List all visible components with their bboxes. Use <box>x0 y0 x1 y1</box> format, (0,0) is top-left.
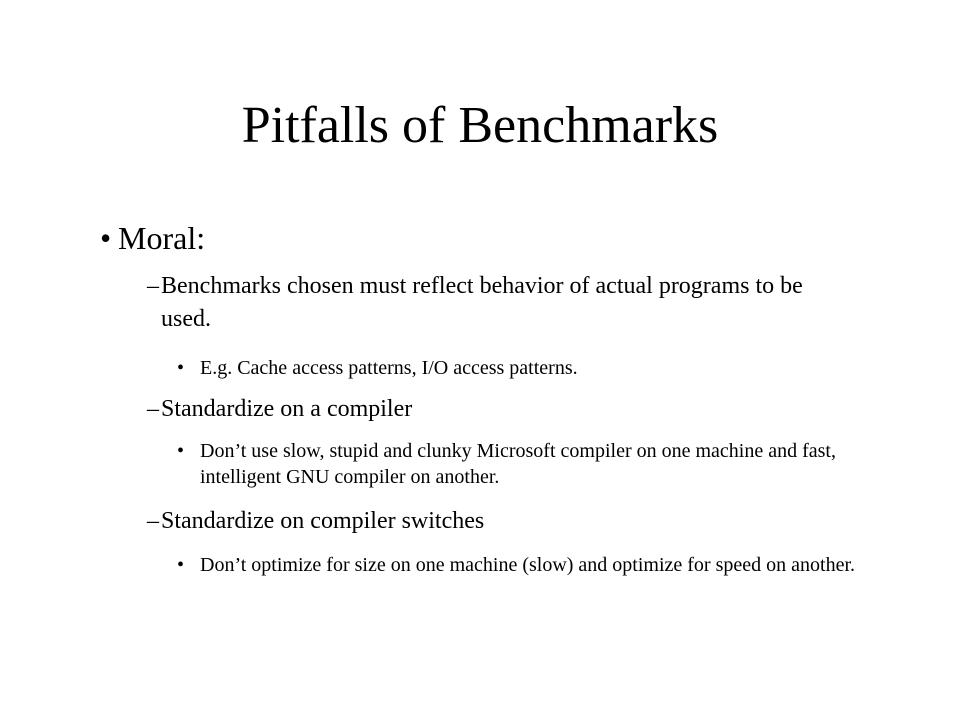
dash-icon: – <box>147 396 159 422</box>
sub-point-text: Benchmarks chosen must reflect behavior of actual programs to be used. <box>161 273 803 332</box>
bullet-icon: • <box>177 554 185 576</box>
sub-point-switches <box>147 505 847 538</box>
detail-compiler <box>177 438 867 490</box>
bullet-label: Moral: <box>118 220 206 256</box>
detail-cache-patterns <box>177 355 867 381</box>
sub-point-text: Standardize on a compiler <box>161 396 413 422</box>
sub-point-text: Standardize on compiler switches <box>161 508 485 534</box>
detail-text: E.g. Cache access patterns, I/O access patterns. <box>200 357 578 379</box>
dash-icon: – <box>147 508 159 534</box>
sub-point-benchmarks <box>147 270 847 336</box>
slide-title: Pitfalls of Benchmarks <box>241 97 719 154</box>
bullet-icon: • <box>177 357 185 379</box>
dash-icon: – <box>147 273 159 299</box>
detail-text: Don’t optimize for size on one machine (slow) and optimize for speed on another. <box>200 554 855 576</box>
detail-switches <box>177 552 867 578</box>
detail-text: Don’t use slow, stupid and clunky Microsoft compiler on one machine and fast, intelligent GNU compiler on another. <box>200 440 836 488</box>
bullet-icon: • <box>177 440 185 462</box>
sub-point-compiler <box>147 393 847 426</box>
bullet-icon: • <box>100 220 112 256</box>
